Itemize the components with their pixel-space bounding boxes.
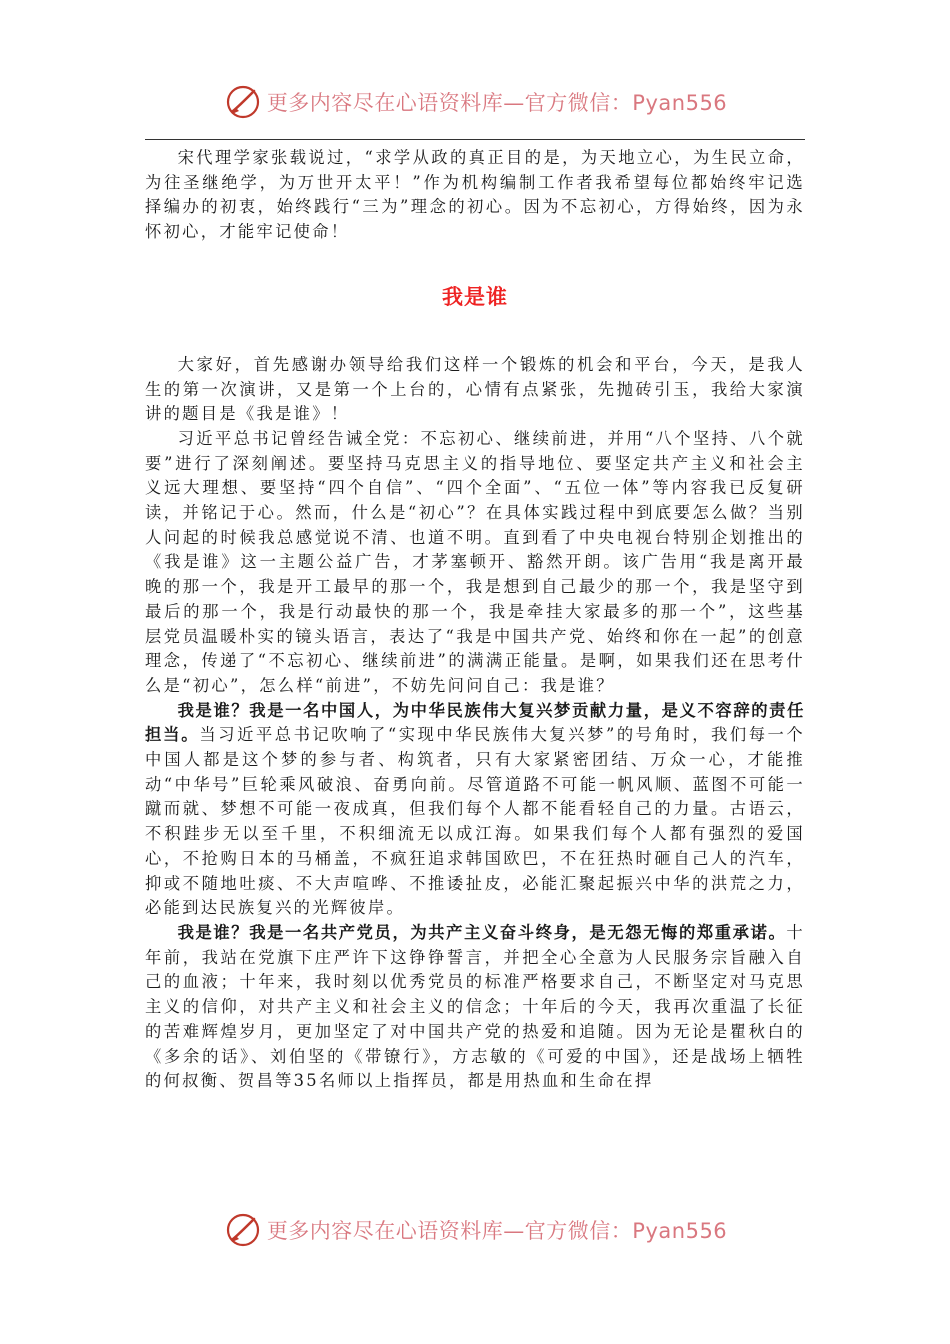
header-divider	[145, 139, 805, 140]
paragraph-lead-bold: 我是谁？我是一名中国人，为中华民族伟大复兴梦贡献力量，是义不容辞的责任担当。	[145, 700, 805, 745]
paragraph-body: 十年前，我站在党旗下庄严许下这铮铮誓言，并把全心全意为人民服务宗旨融入自己的血液；十年来，我时刻以优秀党员的标准严格要求自己，不断坚定对马克思主义的信仰，对共产主义和社会主义的信念；十年后的今天，我再次重温了长征的苦难辉煌岁月，更加坚定了对中国共产党的热爱和追随。因为无论是瞿秋白的《多余的话》、刘伯坚的《带镣行》，方志敏的《可爱的中国》，还是战场上牺牲的何叔衡、贺昌等35名师以上指挥员，都是用热血和生命在捍	[145, 922, 805, 1091]
intro-paragraph: 宋代理学家张载说过，“求学从政的真正目的是，为天地立心，为生民立命，为往圣继绝学，为万世开太平！”作为机构编制工作者我希望每位都始终牢记选择编办的初衷，始终践行“三为”理念的初心。因为不忘初心，方得始终，因为永怀初心，才能牢记使命！	[145, 148, 805, 242]
pen-logo-icon	[223, 1210, 263, 1250]
paragraph-lead-bold: 我是谁？我是一名共产党员，为共产主义奋斗终身，是无怨无悔的郑重承诺。	[177, 922, 787, 942]
header-banner	[0, 80, 950, 124]
document-body	[145, 146, 805, 1094]
paragraph-chinese-dream	[145, 699, 805, 921]
paragraph-party-member	[145, 921, 805, 1094]
paragraph-body: 当习近平总书记吹响了“实现中华民族伟大复兴梦”的号角时，我们每一个中国人都是这个梦的参与者、构筑者，只有大家紧密团结、万众一心，才能推动“中华号”巨轮乘风破浪、奋勇向前。尽管道路不可能一帆风顺、蓝图不可能一蹴而就、梦想不可能一夜成真，但我们每个人都不能看轻自己的力量。古语云，不积跬步无以至千里，不积细流无以成江海。如果我们每个人都有强烈的爱国心，不抢购日本的马桶盖，不疯狂追求韩国欧巴，不在狂热时砸自己人的汽车，抑或不随地吐痰、不大声喧哗、不推诿扯皮，必能汇聚起振兴中华的洪荒之力，必能到达民族复兴的光辉彼岸。	[145, 725, 805, 918]
page-title: 我是谁	[442, 284, 508, 309]
header-banner-text: 更多内容尽在心语资料库—官方微信：Pyan556	[266, 91, 728, 115]
footer-banner-text: 更多内容尽在心语资料库—官方微信：Pyan556	[266, 1219, 728, 1243]
footer-banner	[0, 1208, 950, 1252]
paragraph-initial-heart: 习近平总书记曾经告诫全党：不忘初心、继续前进，并用“八个坚持、八个就要”进行了深刻阐述。要坚持马克思主义的指导地位、要坚定共产主义和社会主义远大理想、要坚持“四个自信”、“四个全面”、“五位一体”等内容我已反复研读，并铭记于心。然而，什么是“初心”？在具体实践过程中到底要怎么做？当别人问起的时候我总感觉说不清、也道不明。直到看了中央电视台特别企划推出的《我是谁》这一主题公益广告，才茅塞顿开、豁然开朗。该广告用“我是离开最晚的那一个，我是开工最早的那一个，我是想到自己最少的那一个，我是坚守到最后的那一个，我是行动最快的那一个，我是牵挂大家最多的那一个”，这些基层党员温暖朴实的镜头语言，表达了“我是中国共产党、始终和你在一起”的创意理念，传递了“不忘初心、继续前进”的满满正能量。是啊，如果我们还在思考什么是“初心”，怎么样“前进”，不妨先问问自己：我是谁？	[145, 428, 805, 695]
paragraph-greeting: 大家好，首先感谢办领导给我们这样一个锻炼的机会和平台，今天，是我人生的第一次演讲，又是第一个上台的，心情有点紧张，先抛砖引玉，我给大家演讲的题目是《我是谁》！	[145, 354, 805, 424]
pen-logo-icon	[223, 82, 263, 122]
